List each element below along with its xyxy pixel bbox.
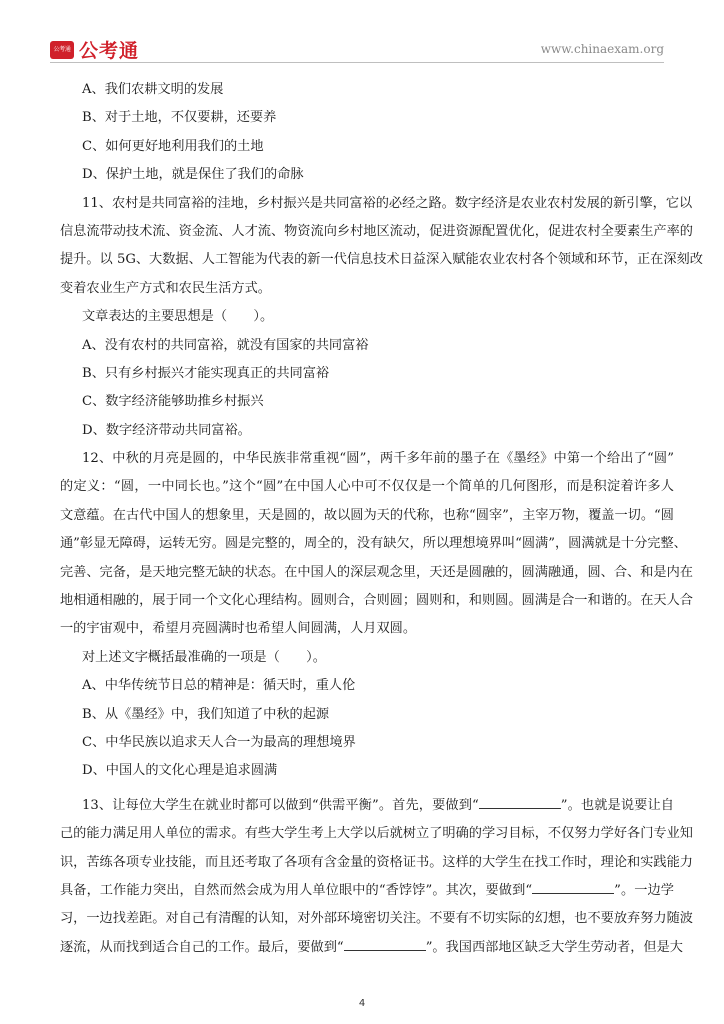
q13-line: 习，一边找差距。对自己有清醒的认知，对外部环境密切关注。不要有不切实际的幻想，也不要放弃努力随波	[60, 911, 693, 927]
q12-option-d: D、中国人的文化心理是追求圆满	[82, 763, 278, 779]
q11-line: 11、农村是共同富裕的洼地，乡村振兴是共同富裕的必经之路。数字经济是农业农村发展的新引擎，它以	[82, 195, 693, 211]
page-number: 4	[358, 998, 366, 1009]
q12-option-b: B、从《墨经》中，我们知道了中秋的起源	[82, 706, 330, 722]
q12-line: 12、中秋的月亮是圆的，中华民族非常重视“圆”，两千多年前的墨子在《墨经》中第一个给出了“圆”	[82, 451, 674, 467]
logo-text: 公考通	[79, 40, 140, 62]
q13-line	[60, 934, 683, 962]
q12-line: 通”彰显无障碍，运转无穷。圆是完整的，周全的，没有缺欠，所以理想境界叫“圆满”，圆满就是十分完整、	[60, 536, 687, 552]
q13-line: 识，苦练各项专业技能，而且还考取了各项有含金量的资格证书。这样的大学生在找工作时，理论和实践能力	[60, 854, 693, 870]
header-divider	[50, 62, 664, 63]
q12-option-a: A、中华传统节日总的精神是：循天时，重人伦	[82, 678, 356, 694]
q11-line: 提升。以 5G、大数据、人工智能为代表的新一代信息技术日益深入赋能农业农村各个领域和环节，正在深刻改	[60, 252, 703, 268]
fill-blank-3[interactable]	[344, 938, 426, 951]
q12-line: 的定义：“圆，一中同长也。”这个“圆”在中国人心中可不仅仅是一个简单的几何图形，而是积淀着许多人	[60, 479, 674, 495]
q11-line: 信息流带动技术流、资金流、人才流、物资流向乡村地区流动，促进资源配置优化，促进农村全要素生产率的	[60, 223, 693, 239]
q13-text: ”。我国西部地区缺乏大学生劳动者，但是大	[425, 939, 683, 955]
q11-line: 变着农业生产方式和农民生活方式。	[60, 280, 271, 296]
q12-line: 文意蕴。在古代中国人的想象里，天是圆的，故以圆为天的代称，也称“圆宰”，主宰万物，覆盖一切。“圆	[60, 507, 674, 523]
q11-question: 文章表达的主要思想是（ ）。	[82, 309, 274, 325]
q13-line	[60, 792, 674, 820]
document-body	[60, 76, 703, 962]
q12-line: 地相通相融的，展于同一个文化心理结构。圆则合，合则圆；圆则和，和则圆。圆满是合一和谐的。在天人合	[60, 593, 693, 609]
q13-text: ”。也就是说要让自	[560, 797, 674, 813]
fill-blank-2[interactable]	[532, 881, 614, 894]
q10-option-b: B、对于土地，不仅要耕，还要养	[82, 110, 277, 126]
q13-line	[60, 877, 674, 905]
q12-line: 完善、完备，是天地完整无缺的状态。在中国人的深层观念里，天还是圆融的，圆满融通，圆、合、和是内在	[60, 564, 693, 580]
q11-option-d: D、数字经济带动共同富裕。	[82, 422, 251, 438]
q10-option-a: A、我们农耕文明的发展	[82, 82, 224, 97]
site-url-link[interactable]: www.chinaexam.org	[540, 42, 664, 56]
q11-option-a: A、没有农村的共同富裕，就没有国家的共同富裕	[82, 337, 369, 353]
q11-option-c: C、数字经济能够助推乡村振兴	[82, 394, 264, 410]
q12-option-c: C、中华民族以追求天人合一为最高的理想境界	[82, 734, 356, 750]
page-header	[0, 0, 724, 66]
q12-line: 一的宇宙观中，希望月亮圆满时也希望人间圆满，人月双圆。	[60, 621, 417, 637]
q11-option-b: B、只有乡村振兴才能实现真正的共同富裕	[82, 365, 330, 381]
q13-text: 具备，工作能力突出，自然而然会成为用人单位眼中的“香饽饽”。其次，要做到“	[60, 882, 533, 898]
logo-badge-icon: 公考通	[50, 41, 74, 59]
brand-logo[interactable]	[50, 36, 139, 63]
fill-blank-1[interactable]	[479, 796, 561, 809]
q10-option-c: C、如何更好地利用我们的土地	[82, 138, 264, 154]
q13-text: ”。一边学	[614, 882, 674, 898]
q13-text: 13、让每位大学生在就业时都可以做到“供需平衡”。首先，要做到“	[82, 797, 479, 813]
q13-text: 逐流，从而找到适合自己的工作。最后，要做到“	[60, 939, 344, 955]
q13-line: 己的能力满足用人单位的需求。有些大学生考上大学以后就树立了明确的学习目标，不仅努力学好各门专业知	[60, 826, 693, 842]
q12-question: 对上述文字概括最准确的一项是（ ）。	[82, 649, 326, 665]
q10-option-d: D、保护土地，就是保住了我们的命脉	[82, 167, 304, 183]
